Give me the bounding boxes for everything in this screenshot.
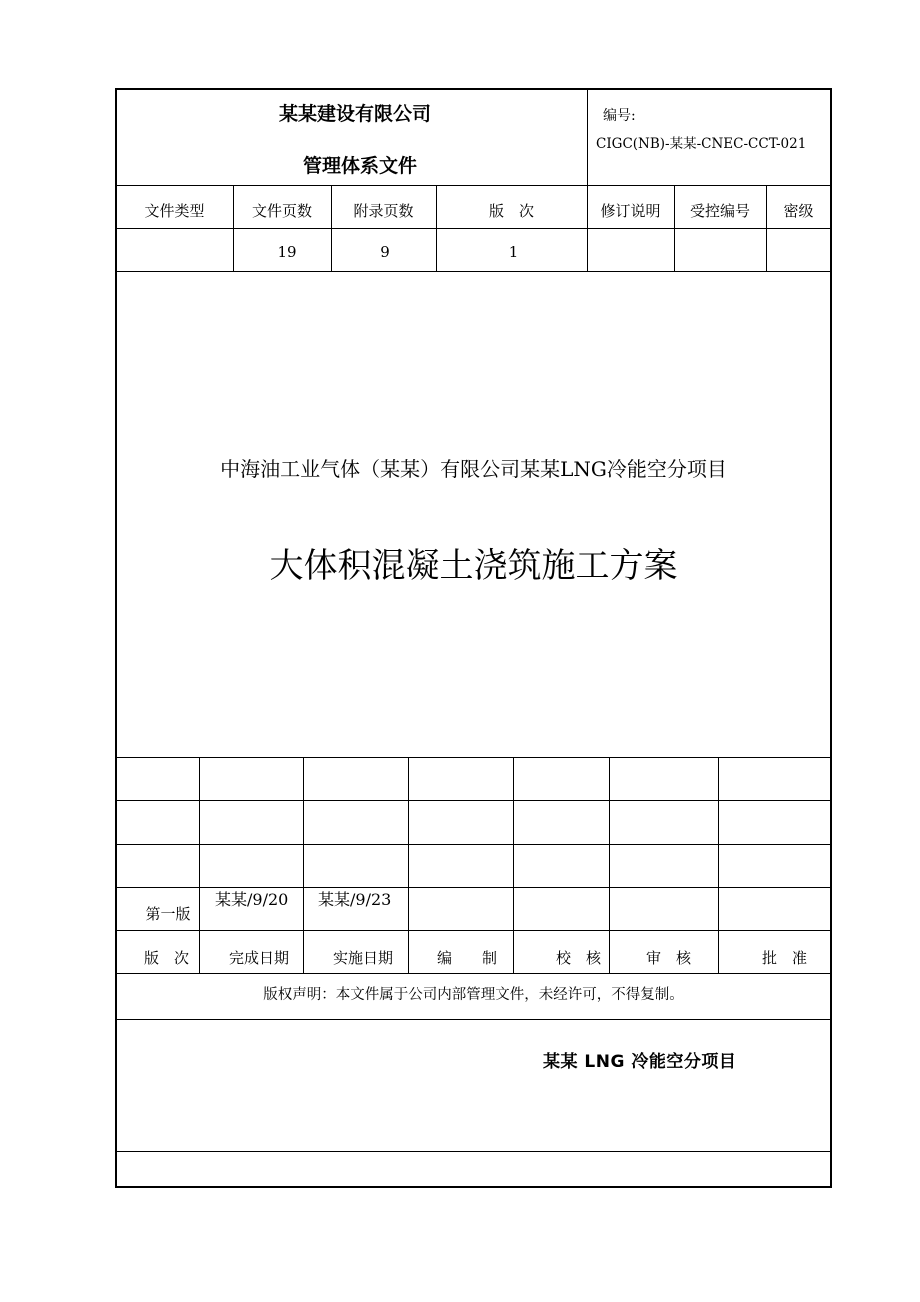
meta-col-divider [674, 185, 675, 271]
document-title: 大体积混凝土浇筑施工方案 [269, 546, 678, 586]
revision-table-line [116, 844, 831, 845]
revision-col-divider [408, 757, 409, 973]
meta-header-revision-note: 修订说明 [600, 202, 661, 220]
revision-table-line [116, 930, 831, 931]
revision-label-approved: 批 准 [762, 949, 808, 967]
revision-version-cell: 第一版 [145, 905, 191, 923]
revision-col-divider [718, 757, 719, 973]
meta-table-bottom-line [116, 271, 831, 272]
meta-col-divider [766, 185, 767, 271]
revision-label-checked: 校 核 [556, 949, 602, 967]
footer-bottom-line [116, 1151, 831, 1152]
meta-header-security-level: 密级 [783, 202, 814, 220]
document-code-value: CIGC(NB)-某某-CNEC-CCT-021 [596, 136, 807, 152]
revision-label-version: 版 次 [144, 949, 190, 967]
revision-col-divider [199, 757, 200, 973]
revision-col-divider [609, 757, 610, 973]
revision-col-divider [513, 757, 514, 973]
revision-label-implementation-date: 实施日期 [333, 949, 394, 967]
company-name: 某某建设有限公司 [278, 103, 431, 125]
revision-label-completion-date: 完成日期 [229, 949, 290, 967]
revision-table-line [116, 757, 831, 758]
meta-table-top-line [116, 185, 831, 186]
project-line: 中海油工业气体（某某）有限公司某某LNG冷能空分项目 [220, 457, 727, 481]
meta-table-mid-line [116, 228, 831, 229]
revision-completion-date: 某某/9/20 [215, 890, 289, 909]
meta-header-file-type: 文件类型 [144, 202, 205, 220]
revision-col-divider [303, 757, 304, 973]
header-divider [587, 89, 588, 186]
revision-implementation-date: 某某/9/23 [318, 890, 392, 909]
copyright-notice: 版权声明：本文件属于公司内部管理文件，未经许可，不得复制。 [263, 987, 684, 1003]
copyright-bottom-line [116, 1019, 831, 1020]
revision-label-reviewed: 审 核 [646, 949, 692, 967]
revision-table-line [116, 800, 831, 801]
footer-project-name: 某某 LNG 冷能空分项目 [543, 1052, 737, 1072]
meta-header-appendix-pages: 附录页数 [353, 202, 414, 220]
meta-value-appendix-pages: 9 [380, 243, 390, 261]
revision-table-line [116, 887, 831, 888]
revision-table-line [116, 973, 831, 974]
meta-value-page-count: 19 [277, 243, 297, 261]
meta-header-page-count: 文件页数 [251, 202, 312, 220]
meta-value-version: 1 [508, 243, 519, 261]
meta-header-version: 版 次 [488, 202, 534, 220]
document-code-label: 编号: [603, 108, 636, 124]
meta-header-control-number: 受控编号 [689, 202, 750, 220]
system-document-label: 管理体系文件 [302, 155, 417, 177]
revision-label-prepared: 编 制 [437, 949, 498, 967]
